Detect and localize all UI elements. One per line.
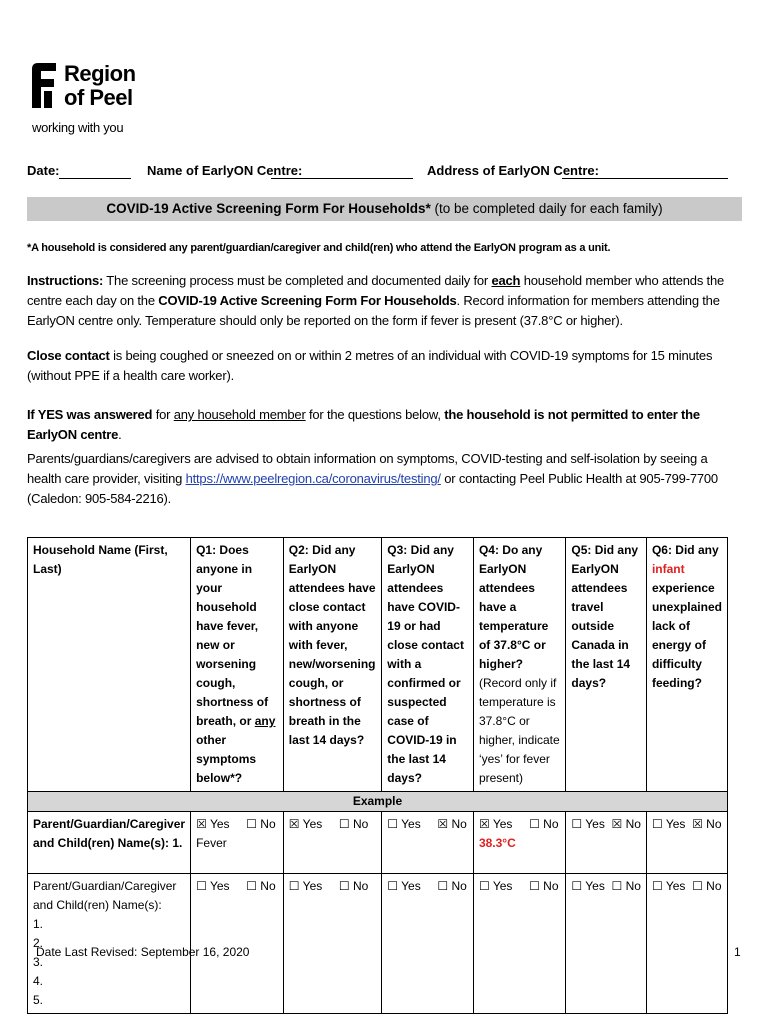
header-q3: Q3: Did any EarlyON attendees have COVID-19 or had close contact with a confirmed or suspected case of COVID-19 in the last 14 days? bbox=[382, 538, 474, 792]
example-q4-temp: 38.3°C bbox=[478, 836, 516, 850]
form-title bbox=[27, 197, 742, 221]
advice-text-2: or contacting Peel Public Health at 905-799-7700 (Caledon: 905-584-2216). bbox=[27, 471, 718, 506]
header-q1-text: Q1: Does anyone in your household have fever, new or worsening cough, shortness of breath, or bbox=[196, 543, 269, 728]
if-yes-text-1: for bbox=[152, 407, 174, 422]
logo-tagline: working with you bbox=[32, 120, 124, 135]
header-q4-text: Q4: Do any EarlyON attendees have a temperature of 37.8°C or higher? bbox=[478, 543, 549, 671]
centre-address-field[interactable] bbox=[562, 178, 728, 179]
q5-checkbox-cell[interactable]: ☐ Yes ☐ No bbox=[566, 874, 647, 1014]
header-q4 bbox=[473, 538, 565, 792]
example-q3: ☐ Yes ☒ No bbox=[382, 812, 474, 874]
table-row-example bbox=[28, 812, 728, 874]
example-q1-note: Fever bbox=[196, 836, 227, 850]
header-q6 bbox=[646, 538, 727, 792]
table-row-household bbox=[28, 874, 728, 1014]
instructions-text-1: The screening process must be completed and documented daily for bbox=[103, 273, 492, 288]
header-q1-text-2: other symptoms below*? bbox=[196, 733, 257, 785]
household-names-label: Parent/Guardian/Caregiver and Child(ren) Name(s): bbox=[33, 879, 177, 912]
logo-line-2: of Peel bbox=[64, 85, 133, 110]
if-yes-label: If YES was answered bbox=[27, 407, 153, 422]
instructions-paragraph bbox=[27, 271, 742, 331]
header-q2: Q2: Did any EarlyON attendees have close contact with anyone with fever, new/worsening cough, or shortness of breath in the last 14 days? bbox=[283, 538, 381, 792]
header-q6-text: Q6: Did any bbox=[651, 543, 719, 557]
example-q2: ☒ Yes ☐ No bbox=[283, 812, 381, 874]
household-names-cell[interactable] bbox=[28, 874, 191, 1014]
example-q4 bbox=[473, 812, 565, 874]
header-q1 bbox=[191, 538, 284, 792]
example-label-row bbox=[28, 792, 728, 812]
table-header-row bbox=[28, 538, 728, 792]
example-q6: ☐ Yes ☒ No bbox=[646, 812, 727, 874]
example-q4-choice: ☒ Yes ☐ No bbox=[478, 817, 559, 831]
household-name-3: 3. bbox=[33, 955, 44, 969]
date-label: Date: bbox=[27, 163, 60, 178]
household-note: *A household is considered any parent/guardian/caregiver and child(ren) who attend the EarlyON program as a unit. bbox=[27, 242, 611, 254]
testing-link[interactable]: https://www.peelregion.ca/coronavirus/testing/ bbox=[185, 471, 441, 486]
example-q1-choice: ☒ Yes ☐ No bbox=[196, 817, 276, 831]
centre-name-label: Name of EarlyON Centre: bbox=[147, 163, 303, 178]
region-of-peel-logo-icon bbox=[32, 63, 56, 108]
page-number: 1 bbox=[734, 945, 741, 959]
instructions-label: Instructions: bbox=[27, 273, 104, 288]
advice-text-1: Parents/guardians/caregivers are advised to obtain information on symptoms, COVID-testing and self-isolation by seeing a health care provider, visiting bbox=[27, 451, 708, 486]
header-q1-any: any bbox=[254, 714, 276, 728]
example-label: Example bbox=[28, 792, 728, 812]
centre-address-label: Address of EarlyON Centre: bbox=[427, 163, 599, 178]
q3-checkbox-cell[interactable]: ☐ Yes ☐ No bbox=[382, 874, 474, 1014]
instructions-each: each bbox=[491, 273, 521, 288]
instructions-text-3: . Record information for members attending the EarlyON centre only. Temperature should only be reported on the form if fever is present (37.8°C or higher). bbox=[27, 293, 720, 328]
if-yes-period: . bbox=[118, 427, 122, 442]
q4-checkbox-cell[interactable]: ☐ Yes ☐ No bbox=[473, 874, 565, 1014]
screening-table bbox=[27, 537, 728, 1014]
q2-checkbox-cell[interactable]: ☐ Yes ☐ No bbox=[283, 874, 381, 1014]
form-title-bold: COVID-19 Active Screening Form For Households* bbox=[106, 201, 431, 216]
date-last-revised: Date Last Revised: September 16, 2020 bbox=[36, 945, 250, 959]
if-yes-paragraph bbox=[27, 405, 742, 445]
header-q5: Q5: Did any EarlyON attendees travel outside Canada in the last 14 days? bbox=[566, 538, 647, 792]
household-name-5: 5. bbox=[33, 993, 44, 1007]
if-yes-text-2: for the questions below, bbox=[305, 407, 445, 422]
advice-paragraph bbox=[27, 449, 742, 509]
household-name-2: 2. bbox=[33, 936, 44, 950]
header-household-name: Household Name (First, Last) bbox=[28, 538, 191, 792]
if-yes-bold-end: the household is not permitted to enter the EarlyON centre bbox=[27, 407, 700, 442]
logo-line-1: Region bbox=[64, 61, 136, 86]
header-q6-text-2: experience unexplained lack of energy of difficulty feeding? bbox=[651, 581, 722, 690]
close-contact-paragraph bbox=[27, 346, 742, 386]
header-q6-infant: infant bbox=[651, 562, 685, 576]
example-q1 bbox=[191, 812, 284, 874]
form-title-rest: (to be completed daily for each family) bbox=[430, 201, 663, 216]
household-name-1: 1. bbox=[33, 917, 44, 931]
q6-checkbox-cell[interactable]: ☐ Yes ☐ No bbox=[646, 874, 727, 1014]
date-field[interactable] bbox=[59, 178, 131, 179]
instructions-form-name: COVID-19 Active Screening Form For Households bbox=[158, 293, 457, 308]
instructions-text-2: household member who attends the centre each day on the bbox=[27, 273, 725, 308]
close-contact-label: Close contact bbox=[27, 348, 110, 363]
header-q4-note: (Record only if temperature is 37.8°C or higher, indicate ‘yes’ for fever present) bbox=[478, 676, 560, 785]
example-name: Parent/Guardian/Caregiver and Child(ren) Name(s): 1. bbox=[28, 812, 191, 874]
household-name-4: 4. bbox=[33, 974, 44, 988]
close-contact-text: is being coughed or sneezed on or within 2 metres of an individual with COVID-19 symptoms for 15 minutes (without PPE if a health care worker). bbox=[27, 348, 713, 383]
q1-checkbox-cell[interactable]: ☐ Yes ☐ No bbox=[191, 874, 284, 1014]
centre-name-field[interactable] bbox=[271, 178, 413, 179]
if-yes-any-member: any household member bbox=[173, 407, 306, 422]
region-of-peel-logo bbox=[30, 60, 160, 140]
example-q5: ☐ Yes ☒ No bbox=[566, 812, 647, 874]
